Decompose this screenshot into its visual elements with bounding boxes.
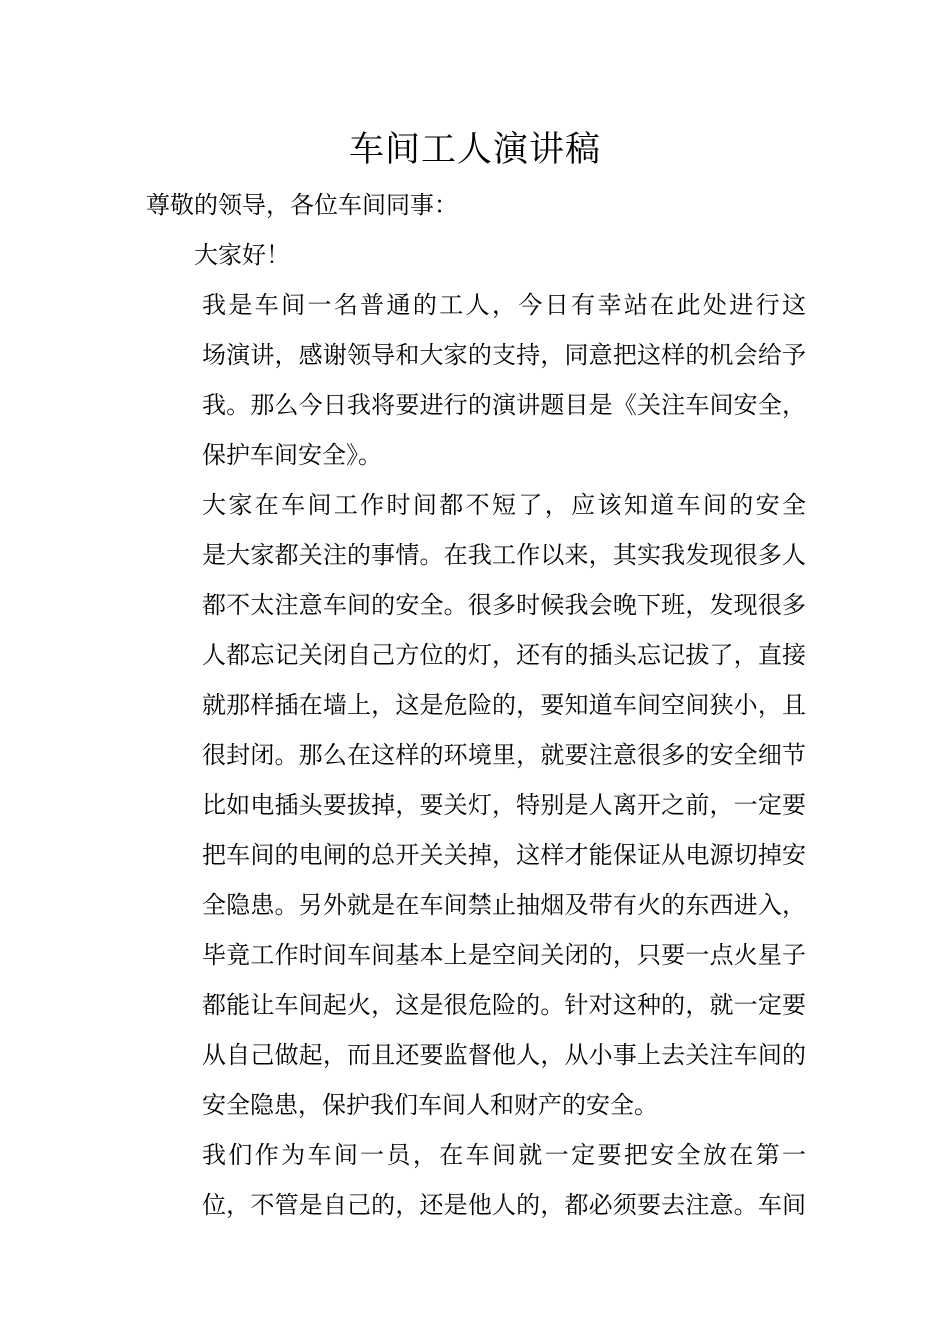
paragraph-line: 场演讲，感谢领导和大家的支持，同意把这样的机会给予	[202, 341, 806, 369]
paragraph-1	[146, 280, 806, 480]
paragraph-3	[146, 1130, 806, 1230]
paragraph-line: 从自己做起，而且还要监督他人，从小事上去关注车间的	[202, 1041, 806, 1069]
paragraph-line: 把车间的电闸的总开关关掉，这样才能保证从电源切掉安	[202, 841, 806, 869]
paragraph-2	[146, 480, 806, 1130]
paragraph-line: 就那样插在墙上，这是危险的，要知道车间空间狭小，且	[202, 691, 806, 719]
paragraph-line: 我们作为车间一员，在车间就一定要把安全放在第一	[202, 1141, 806, 1169]
paragraph-line: 我是车间一名普通的工人，今日有幸站在此处进行这	[202, 291, 806, 319]
paragraph-line: 人都忘记关闭自己方位的灯，还有的插头忘记拔了，直接	[202, 641, 806, 669]
paragraph-line: 全隐患。另外就是在车间禁止抽烟及带有火的东西进入，	[202, 891, 806, 919]
document-body	[146, 180, 806, 1230]
paragraph-line: 是大家都关注的事情。在我工作以来，其实我发现很多人	[202, 541, 806, 569]
paragraph-line: 都能让车间起火，这是很危险的。针对这种的，就一定要	[202, 991, 806, 1019]
document-title: 车间工人演讲稿	[348, 130, 601, 170]
paragraph-line: 很封闭。那么在这样的环境里，就要注意很多的安全细节	[202, 741, 806, 769]
salutation: 尊敬的领导，各位车间同事：	[146, 191, 458, 219]
paragraph-line: 安全隐患，保护我们车间人和财产的安全。	[202, 1091, 658, 1119]
greeting: 大家好！	[194, 241, 290, 269]
paragraph-line: 位，不管是自己的，还是他人的，都必须要去注意。车间	[202, 1191, 806, 1219]
paragraph-line: 毕竟工作时间车间基本上是空间关闭的，只要一点火星子	[202, 941, 806, 969]
paragraph-line: 我。那么今日我将要进行的演讲题目是《关注车间安全，	[202, 391, 806, 419]
paragraph-line: 大家在车间工作时间都不短了，应该知道车间的安全	[202, 491, 806, 519]
paragraph-line: 比如电插头要拔掉，要关灯，特别是人离开之前，一定要	[202, 791, 806, 819]
paragraph-line: 都不太注意车间的安全。很多时候我会晚下班，发现很多	[202, 591, 806, 619]
paragraph-line: 保护车间安全》。	[202, 441, 382, 469]
